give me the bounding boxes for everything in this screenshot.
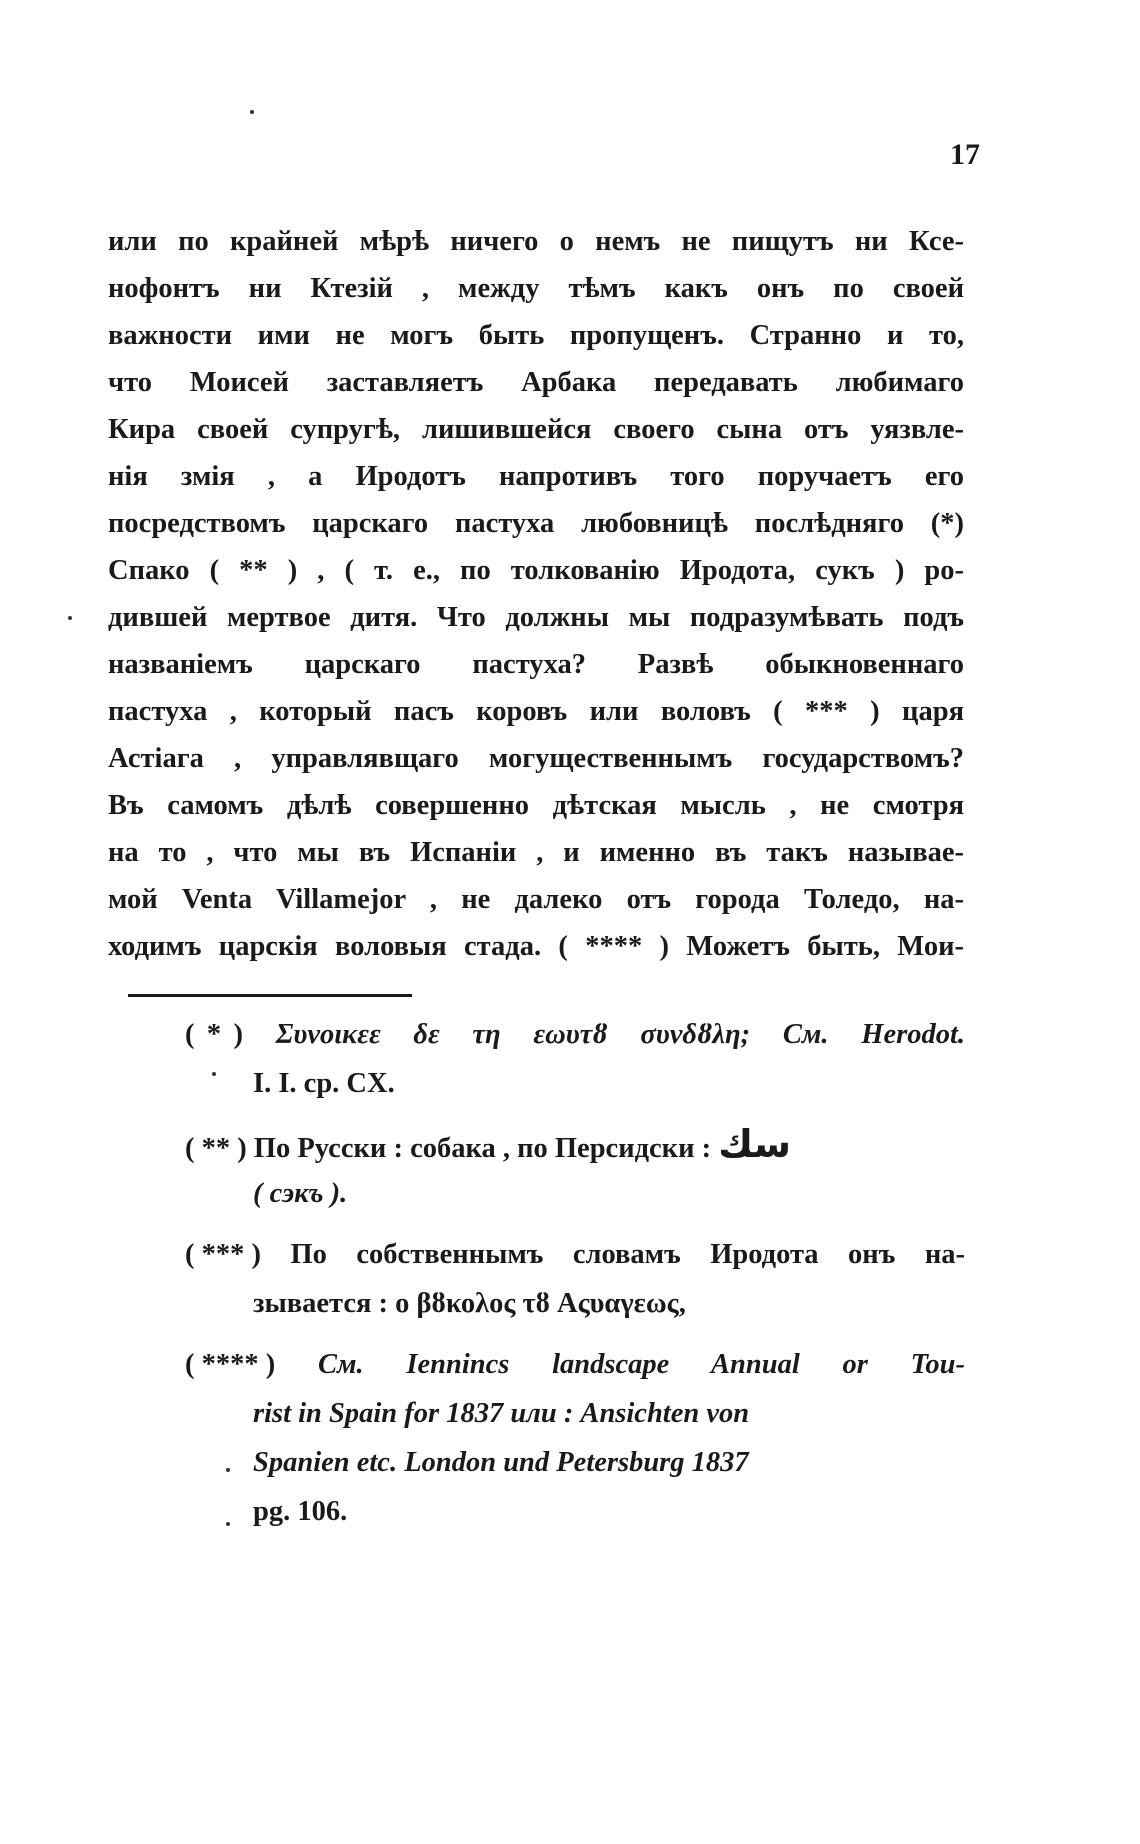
footnote-text: По Русски : собака , по Персидски : — [253, 1133, 712, 1164]
text-line: дившей мертвое дитя. Что должны мы подразумѣвать подъ — [108, 602, 964, 633]
footnote-line: Spanien etc. London und Petersburg 1837 — [253, 1447, 749, 1478]
text-line: Въ самомъ дѣлѣ совершенно дѣтская мысль , не смотря — [108, 790, 964, 821]
footnote-marker: ( **** ) — [185, 1349, 276, 1380]
text-line: Кира своей супругѣ, лишившейся своего сына отъ уязвле- — [108, 414, 964, 445]
text-line: нофонтъ ни Ктезій , между тѣмъ какъ онъ по своей — [108, 273, 964, 304]
footnote-line — [185, 1340, 965, 1389]
text-line: посредствомъ царскаго пастуха любовницѣ послѣдняго (*) — [108, 508, 964, 539]
footnote-text: См. Iennincs landscape Annual or Tou- — [318, 1349, 965, 1380]
footnote-line — [185, 1010, 965, 1059]
arabic-word: سك — [718, 1122, 792, 1166]
footnote-2 — [185, 1120, 965, 1218]
footnote-line: ( сэкъ ). — [253, 1178, 348, 1209]
main-text-block — [108, 218, 964, 970]
text-line: что Моисей заставляетъ Арбака передавать любимаго — [108, 367, 964, 398]
print-speck — [212, 1072, 216, 1076]
footnote-marker: ( *** ) — [185, 1239, 261, 1270]
text-line: Спако ( ** ) , ( т. е., по толкованію Иродота, сукъ ) ро- — [108, 555, 964, 586]
text-line: пастуха , который пасъ коровъ или воловъ ( *** ) царя — [108, 696, 964, 727]
footnote-marker: ( ** ) — [185, 1133, 247, 1164]
text-line: Астіага , управлявщаго могущественнымъ государствомъ? — [108, 743, 964, 774]
footnotes-block — [185, 1010, 965, 1548]
footnote-text: По собственнымъ словамъ Иродота онъ на- — [290, 1239, 965, 1270]
text-line: мой Venta Villamejor , не далеко отъ города Толедо, на- — [108, 884, 964, 915]
print-speck — [250, 110, 254, 114]
page-number: 17 — [950, 138, 980, 171]
footnote-3 — [185, 1230, 965, 1328]
text-line: или по крайней мѣрѣ ничего о немъ не пищутъ ни Ксе- — [108, 226, 964, 257]
print-speck — [226, 1468, 230, 1472]
text-line: ходимъ царскія воловыя стада. ( **** ) Можетъ быть, Мои- — [108, 931, 964, 962]
footnote-line: I. I. cp. CX. — [253, 1068, 395, 1099]
text-line: нія змія , а Иродотъ напротивъ того поручаетъ его — [108, 461, 964, 492]
footnote-4 — [185, 1340, 965, 1536]
print-speck — [68, 616, 72, 620]
print-speck — [226, 1522, 230, 1526]
footnote-marker: ( * ) — [185, 1019, 243, 1050]
footnote-line: pg. 106. — [253, 1496, 348, 1527]
footnote-1 — [185, 1010, 965, 1108]
footnote-divider — [128, 994, 412, 997]
footnote-line: rist in Spain for 1837 или : Ansichten von — [253, 1398, 750, 1429]
text-line: на то , что мы въ Испаніи , и именно въ такъ называе- — [108, 837, 964, 868]
footnote-text: Συνοικεε δε τη εωυτȣ συνδȣλη; См. Herodot. — [275, 1019, 965, 1050]
footnote-line — [185, 1120, 965, 1169]
text-line: названіемъ царскаго пастуха? Развѣ обыкновеннаго — [108, 649, 964, 680]
text-line: важности ими не могъ быть пропущенъ. Странно и то, — [108, 320, 964, 351]
footnote-line: зывается : ο βȣκολος τȣ Αςυαγεως, — [253, 1288, 686, 1319]
footnote-line — [185, 1230, 965, 1279]
